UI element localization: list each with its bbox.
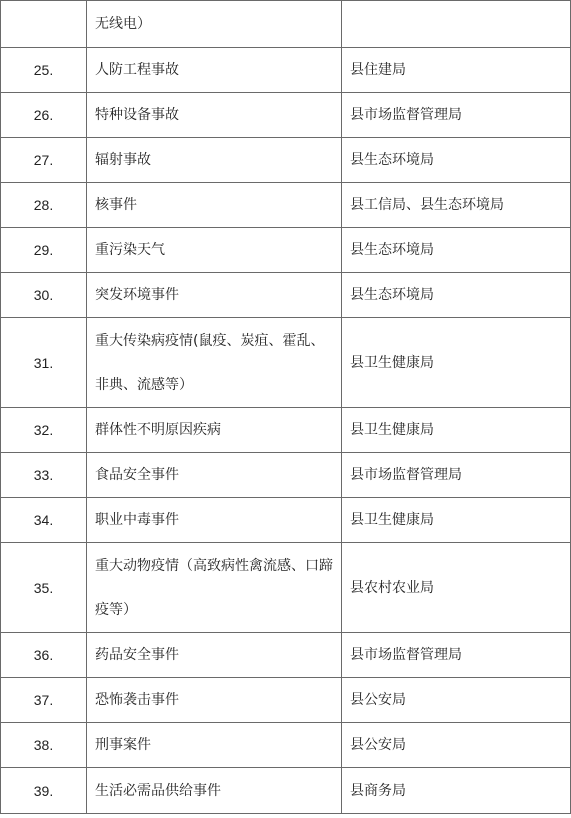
- row-number-cell: 37.: [1, 678, 87, 723]
- responsible-department-cell: 县卫生健康局: [342, 408, 571, 453]
- row-number-cell: 25.: [1, 48, 87, 93]
- event-type-cell: 无线电）: [87, 1, 342, 48]
- event-type-cell: 重大传染病疫情(鼠疫、炭疽、霍乱、非典、流感等）: [87, 318, 342, 408]
- table-row: [1, 408, 571, 453]
- row-number-cell: 26.: [1, 93, 87, 138]
- responsible-department-cell: 县公安局: [342, 678, 571, 723]
- table-row-continued: [1, 1, 571, 48]
- row-number-cell: 35.: [1, 543, 87, 633]
- row-number-cell: 38.: [1, 723, 87, 768]
- event-type-cell: 食品安全事件: [87, 453, 342, 498]
- table-row: [1, 678, 571, 723]
- table-row: [1, 453, 571, 498]
- event-type-cell: 刑事案件: [87, 723, 342, 768]
- table-row: [1, 318, 571, 408]
- responsible-department-cell: 县生态环境局: [342, 273, 571, 318]
- row-number-cell: 31.: [1, 318, 87, 408]
- event-type-cell: 核事件: [87, 183, 342, 228]
- table-row: [1, 93, 571, 138]
- row-number-cell: 33.: [1, 453, 87, 498]
- row-number-cell: [1, 1, 87, 48]
- event-type-cell: 药品安全事件: [87, 633, 342, 678]
- event-type-cell: 辐射事故: [87, 138, 342, 183]
- responsible-department-cell: [342, 1, 571, 48]
- table-row: [1, 273, 571, 318]
- event-type-cell: 重污染天气: [87, 228, 342, 273]
- row-number-cell: 30.: [1, 273, 87, 318]
- event-type-cell: 恐怖袭击事件: [87, 678, 342, 723]
- row-number-cell: 29.: [1, 228, 87, 273]
- table-body: [1, 1, 571, 814]
- responsible-department-cell: 县市场监督管理局: [342, 93, 571, 138]
- responsible-department-cell: 县住建局: [342, 48, 571, 93]
- table-row: [1, 633, 571, 678]
- row-number-cell: 34.: [1, 498, 87, 543]
- table-row: [1, 228, 571, 273]
- table-row: [1, 138, 571, 183]
- event-type-cell: 生活必需品供给事件: [87, 768, 342, 814]
- row-number-cell: 36.: [1, 633, 87, 678]
- event-type-cell: 群体性不明原因疾病: [87, 408, 342, 453]
- row-number-cell: 28.: [1, 183, 87, 228]
- responsible-department-cell: 县市场监督管理局: [342, 453, 571, 498]
- event-type-cell: 突发环境事件: [87, 273, 342, 318]
- responsible-department-cell: 县市场监督管理局: [342, 633, 571, 678]
- responsible-department-cell: 县商务局: [342, 768, 571, 814]
- event-type-cell: 职业中毒事件: [87, 498, 342, 543]
- table-row: [1, 498, 571, 543]
- row-number-cell: 32.: [1, 408, 87, 453]
- responsible-department-cell: 县生态环境局: [342, 138, 571, 183]
- responsible-department-cell: 县公安局: [342, 723, 571, 768]
- responsible-department-cell: 县工信局、县生态环境局: [342, 183, 571, 228]
- responsible-department-cell: 县生态环境局: [342, 228, 571, 273]
- event-type-cell: 重大动物疫情（高致病性禽流感、口蹄疫等）: [87, 543, 342, 633]
- event-type-cell: 人防工程事故: [87, 48, 342, 93]
- row-number-cell: 27.: [1, 138, 87, 183]
- table-row: [1, 768, 571, 814]
- responsible-department-cell: 县卫生健康局: [342, 498, 571, 543]
- row-number-cell: 39.: [1, 768, 87, 814]
- responsible-department-cell: 县农村农业局: [342, 543, 571, 633]
- table-row: [1, 48, 571, 93]
- responsible-department-cell: 县卫生健康局: [342, 318, 571, 408]
- event-type-cell: 特种设备事故: [87, 93, 342, 138]
- table-row: [1, 543, 571, 633]
- table-row: [1, 723, 571, 768]
- table-row: [1, 183, 571, 228]
